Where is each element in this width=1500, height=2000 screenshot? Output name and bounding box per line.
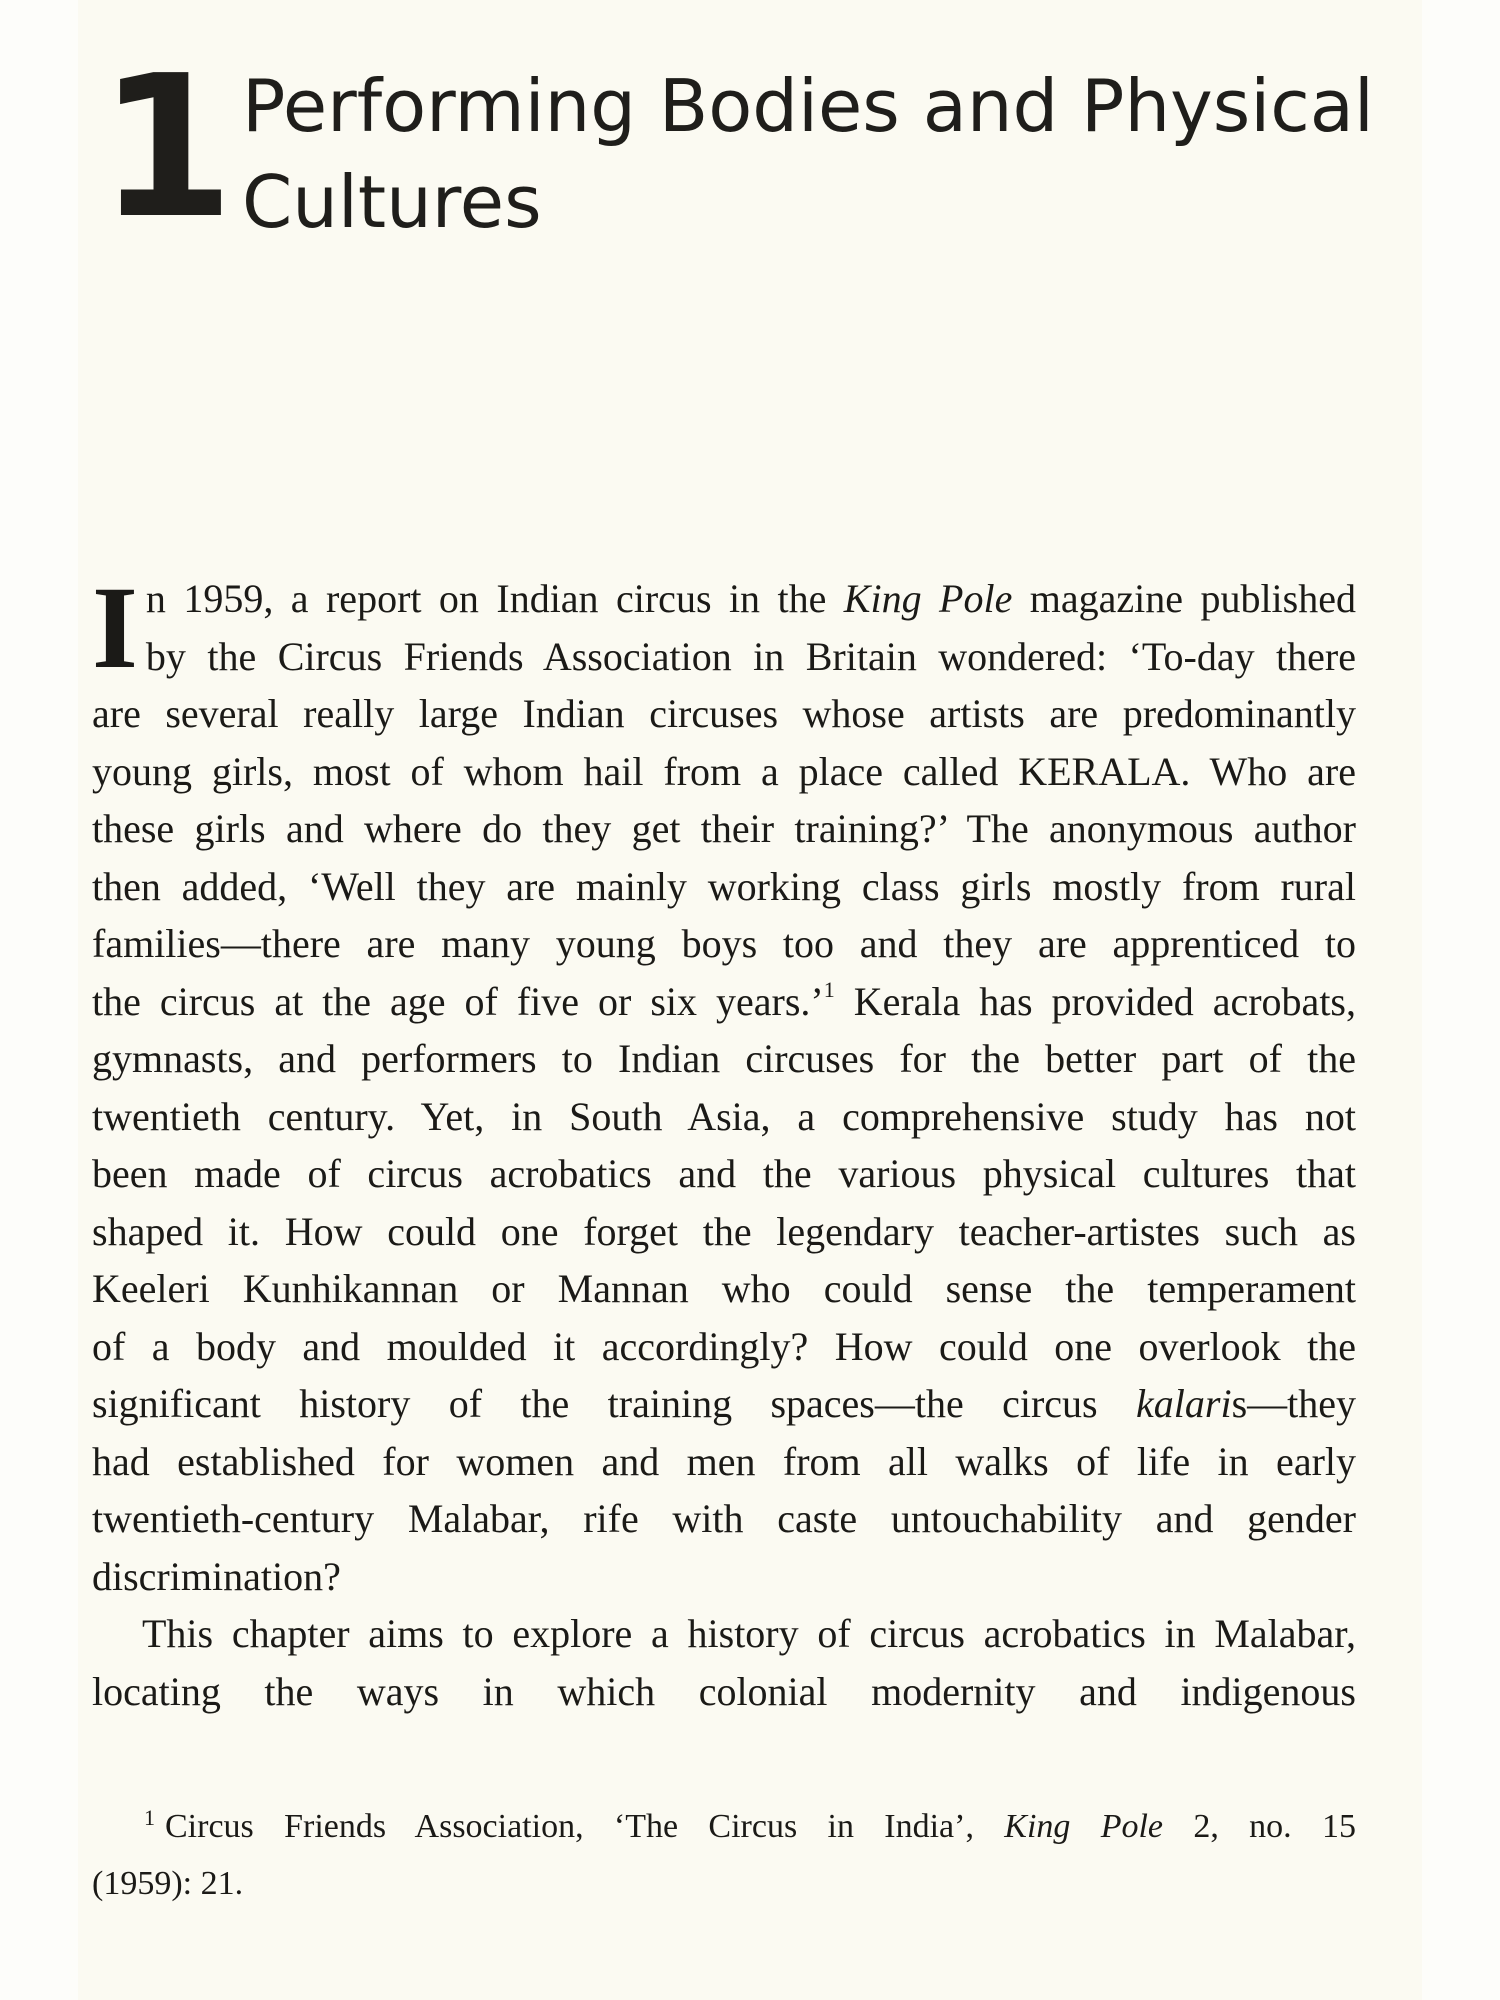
body-text [92, 562, 1356, 1720]
text-line: had established for women and men from all walks of life in early [92, 1438, 1356, 1484]
italic-term: King Pole [843, 576, 1013, 621]
chapter-title-line-1: Performing Bodies and Physical [242, 64, 1374, 148]
chapter-title [242, 58, 1382, 250]
chapter-title-line-2: Cultures [242, 160, 542, 244]
text-line: significant history of the training spaces—the circus kalaris—they [92, 1381, 1356, 1426]
text-line: are several really large Indian circuses whose artists are predominantly [92, 691, 1356, 736]
text-line: This chapter aims to explore a history of circus acrobatics in Malabar, [142, 1611, 1356, 1656]
text-line: then added, ‘Well they are mainly working class girls mostly from rural [92, 863, 1356, 909]
text-line: shaped it. How could one forget the legendary teacher-artistes such as [92, 1208, 1356, 1254]
text-line: n 1959, a report on Indian circus in the King Pole magazine published [145, 576, 1356, 621]
footnote-mark: 1 [144, 1805, 155, 1830]
text-line: locating the ways in which colonial modernity and indigenous [92, 1668, 1356, 1714]
text-line: discrimination? [92, 1553, 341, 1599]
footnote [92, 1798, 1356, 1912]
drop-cap: I [92, 562, 138, 693]
text-line: Keeleri Kunhikannan or Mannan who could sense the temperament [92, 1266, 1356, 1311]
paragraph-2 [92, 1605, 1356, 1720]
page-margin-right [1422, 0, 1500, 2000]
footnote-line: (1959): 21. [92, 1865, 244, 1902]
text-line: of a body and moulded it accordingly? How could one overlook the [92, 1323, 1356, 1369]
paragraph-1 [92, 562, 1356, 1605]
text-line: these girls and where do they get their training?’ The anonymous author [92, 806, 1356, 851]
text-line: gymnasts, and performers to Indian circuses for the better part of the [92, 1036, 1356, 1081]
chapter-header [92, 34, 1392, 262]
text-line: been made of circus acrobatics and the various physical cultures that [92, 1151, 1356, 1196]
text-line: by the Circus Friends Association in Britain wondered: ‘To-day there [145, 633, 1356, 679]
journal-title: King Pole [1004, 1808, 1164, 1845]
italic-term: kalari [1136, 1381, 1232, 1426]
text-line: twentieth century. Yet, in South Asia, a comprehensive study has not [92, 1093, 1356, 1139]
page-margin-left [0, 0, 78, 2000]
text-line: twentieth-century Malabar, rife with caste untouchability and gender [92, 1496, 1356, 1541]
text-line: young girls, most of whom hail from a place called KERALA. Who are [92, 748, 1356, 794]
text-line: families—there are many young boys too and they are apprenticed to [92, 921, 1356, 966]
chapter-number: 1 [98, 34, 231, 262]
footnote-reference: 1 [823, 976, 835, 1002]
footnote-line: $^1$ Circus Friends Association, ‘The Circus in India’, King Pole 2, no. 15 [144, 1805, 1356, 1845]
text-line: the circus at the age of five or six years.’$^1$ Kerala has provided acrobats, [92, 976, 1356, 1024]
